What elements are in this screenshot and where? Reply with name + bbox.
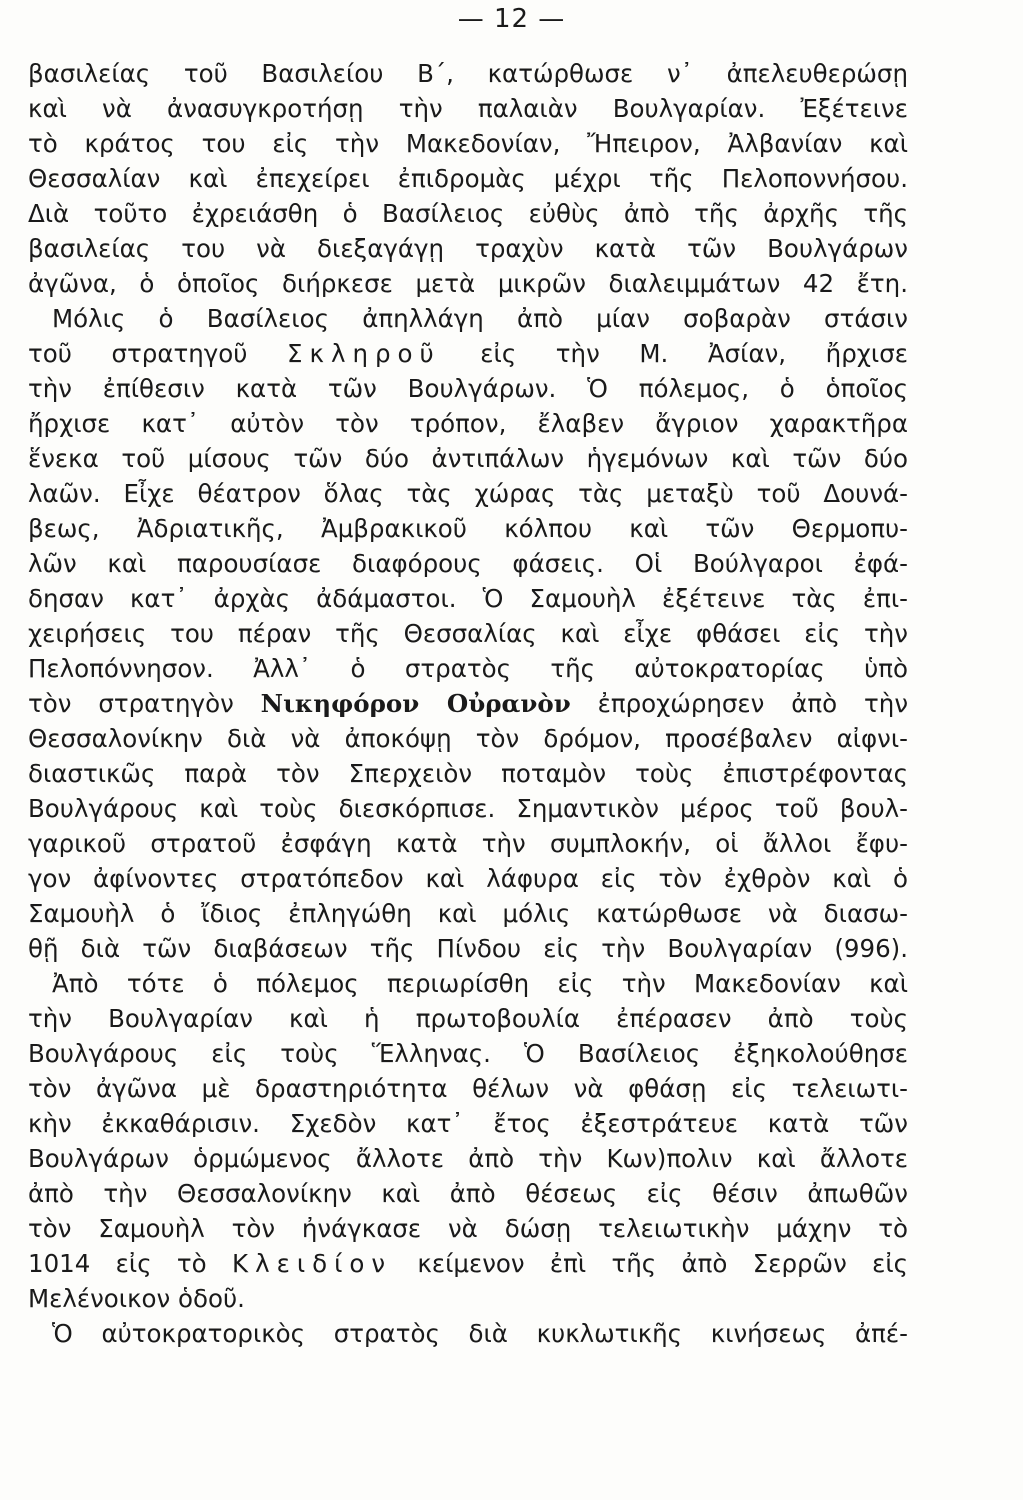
text-line: Διὰ τοῦτο ἐχρειάσθη ὁ Βασίλειος εὐθὺς ἀπὸ τῆς ἀρχῆς τῆς — [28, 199, 908, 228]
text-line-composite — [28, 686, 908, 721]
text-line: διαστικῶς παρὰ τὸν Σπερχειὸν ποταμὸν τοὺς ἐπιστρέφοντας — [28, 759, 908, 788]
spaced-name-skleros: Σκληροῦ — [287, 339, 441, 368]
page-number: — 12 — — [457, 4, 566, 34]
text-line: βασιλείας τοῦ Βασιλείου Β΄, κατώρθωσε ν᾿ ἀπελευθερώσῃ — [28, 59, 908, 88]
text-fragment: τοῦ στρατηγοῦ — [28, 339, 248, 368]
text-line: γον ἀφίνοντες στρατόπεδον καὶ λάφυρα εἰς τὸν ἐχθρὸν καὶ ὁ — [28, 864, 908, 893]
text-line: ἀπὸ τὴν Θεσσαλονίκην καὶ ἀπὸ θέσεως εἰς θέσιν ἀπωθῶν — [28, 1179, 908, 1208]
text-line: γαρικοῦ στρατοῦ ἐσφάγη κατὰ τὴν συμπλοκήν, οἱ ἄλλοι ἔφυ- — [28, 829, 908, 858]
text-fragment: 1014 εἰς τὸ — [28, 1249, 207, 1278]
bold-name-nikephoros: Νικηφόρον Οὐρανὸν — [260, 689, 571, 718]
text-line: Βουλγάρων ὁρμώμενος ἄλλοτε ἀπὸ τὴν Κων)πολιν καὶ ἄλλοτε — [28, 1144, 908, 1173]
text-line: Θεσσαλονίκην διὰ νὰ ἀποκόψῃ τὸν δρόμον, προσέβαλεν αἰφνι- — [28, 724, 908, 753]
text-line: λαῶν. Εἶχε θέατρον ὅλας τὰς χώρας τὰς μεταξὺ τοῦ Δουνά- — [28, 479, 908, 508]
text-line: τὴν ἐπίθεσιν κατὰ τῶν Βουλγάρων. Ὁ πόλεμος, ὁ ὁποῖος — [28, 374, 908, 403]
text-line: βεως, Ἀδριατικῆς, Ἀμβρακικοῦ κόλπου καὶ τῶν Θερμοπυ- — [28, 514, 908, 543]
text-line: Θεσσαλίαν καὶ ἐπεχείρει ἐπιδρομὰς μέχρι τῆς Πελοποννήσου. — [28, 164, 908, 193]
text-line: τὸν Σαμουὴλ τὸν ἠνάγκασε νὰ δώσῃ τελειωτικὴν μάχην τὸ — [28, 1214, 908, 1243]
text-line: Βουλγάρους καὶ τοὺς διεσκόρπισε. Σημαντικὸν μέρος τοῦ βουλ- — [28, 794, 908, 823]
text-line: τὸ κράτος του εἰς τὴν Μακεδονίαν, Ἤπειρον, Ἀλβανίαν καὶ — [28, 129, 908, 158]
text-line: βασιλείας του νὰ διεξαγάγῃ τραχὺν κατὰ τῶν Βουλγάρων — [28, 234, 908, 263]
text-line: λῶν καὶ παρουσίασε διαφόρους φάσεις. Οἱ Βούλγαροι ἐφά- — [28, 549, 908, 578]
text-line-composite — [28, 336, 908, 371]
text-line: τὸν ἀγῶνα μὲ δραστηριότητα θέλων νὰ φθάσῃ εἰς τελειωτι- — [28, 1074, 908, 1103]
text-line: ἕνεκα τοῦ μίσους τῶν δύο ἀντιπάλων ἡγεμόνων καὶ τῶν δύο — [28, 444, 908, 473]
text-line: Βουλγάρους εἰς τοὺς Ἕλληνας. Ὁ Βασίλειος ἐξηκολούθησε — [28, 1039, 908, 1068]
text-line: Ἀπὸ τότε ὁ πόλεμος περιωρίσθη εἰς τὴν Μακεδονίαν καὶ — [52, 969, 908, 998]
text-line: καὶ νὰ ἀνασυγκροτήσῃ τὴν παλαιὰν Βουλγαρίαν. Ἐξέτεινε — [28, 94, 908, 123]
text-line: Πελοπόννησον. Ἀλλ᾿ ὁ στρατὸς τῆς αὐτοκρατορίας ὑπὸ — [28, 654, 908, 683]
text-fragment: τὸν στρατηγὸν — [28, 689, 234, 718]
text-line: Μελένοικον ὁδοῦ. — [28, 1284, 245, 1313]
text-line: δησαν κατ᾿ ἀρχὰς ἀδάμαστοι. Ὁ Σαμουὴλ ἐξέτεινε τὰς ἐπι- — [28, 584, 908, 613]
spaced-name-kleidion: Κλειδίον — [232, 1249, 393, 1278]
text-line: Μόλις ὁ Βασίλειος ἀπηλλάγη ἀπὸ μίαν σοβαρὰν στάσιν — [52, 304, 908, 333]
text-line: Σαμουὴλ ὁ ἴδιος ἐπληγώθη καὶ μόλις κατώρθωσε νὰ διασω- — [28, 899, 908, 928]
text-line: ἀγῶνα, ὁ ὁποῖος διήρκεσε μετὰ μικρῶν διαλειμμάτων 42 ἔτη. — [28, 269, 908, 298]
text-line: κὴν ἐκκαθάρισιν. Σχεδὸν κατ᾿ ἔτος ἐξεστράτευε κατὰ τῶν — [28, 1109, 908, 1138]
text-line: ἤρχισε κατ᾿ αὐτὸν τὸν τρόπον, ἔλαβεν ἄγριον χαρακτῆρα — [28, 409, 908, 438]
text-fragment: κείμενον ἐπὶ τῆς ἀπὸ Σερρῶν εἰς — [417, 1249, 908, 1278]
text-fragment: εἰς τὴν Μ. Ἀσίαν, ἤρχισε — [480, 339, 908, 368]
text-line: τὴν Βουλγαρίαν καὶ ἡ πρωτοβουλία ἐπέρασεν ἀπὸ τοὺς — [28, 1004, 908, 1033]
text-line: Ὁ αὐτοκρατορικὸς στρατὸς διὰ κυκλωτικῆς κινήσεως ἀπέ- — [52, 1319, 908, 1348]
text-line: θῇ διὰ τῶν διαβάσεων τῆς Πίνδου εἰς τὴν Βουλγαρίαν (996). — [28, 934, 908, 963]
text-line: χειρήσεις του πέραν τῆς Θεσσαλίας καὶ εἶχε φθάσει εἰς τὴν — [28, 619, 908, 648]
body-text — [28, 56, 908, 1351]
text-line-composite — [28, 1246, 908, 1281]
text-fragment: ἐπροχώρησεν ἀπὸ τὴν — [597, 689, 908, 718]
